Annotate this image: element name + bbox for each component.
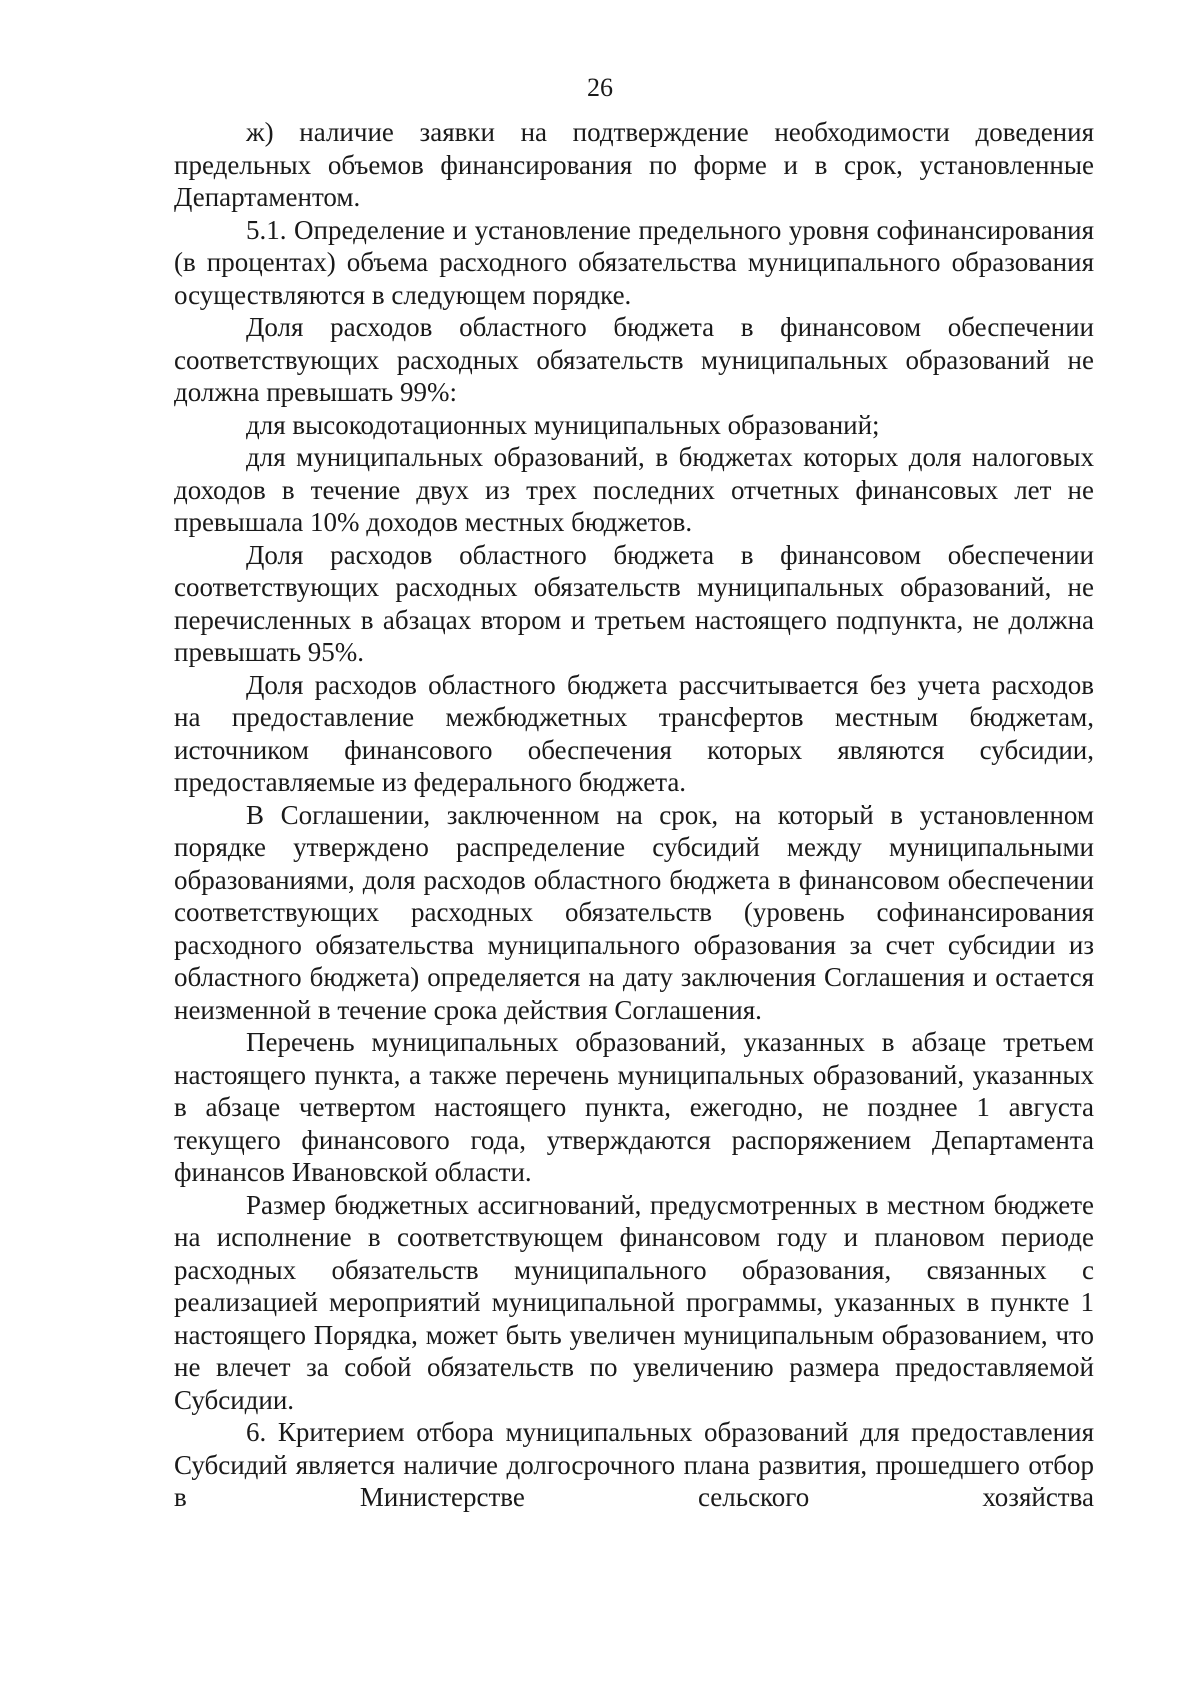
paragraph-budget-increase: Размер бюджетных ассигнований, предусмотренных в местном бюджете на исполнение в соответствующем финансовом году и плановом периоде расходных обязательств муниципального образования, связанных с реализацией мероприятий муниципальной программы, указанных в пункте 1 настоящего Порядка, может быть увеличен муниципальным образованием, что не влечет за собой обязательств по увеличению размера предоставляемой Субсидии. bbox=[174, 1189, 1094, 1415]
paragraph-tax-revenue-10: для муниципальных образований, в бюджетах которых доля налоговых доходов в течение двух из трех последних отчетных финансовых лет не превышала 10% доходов местных бюджетов. bbox=[174, 442, 1094, 537]
document-body bbox=[174, 116, 1094, 1514]
paragraph-5-1-definition: 5.1. Определение и установление предельного уровня софинансирования (в процентах) объема расходного обязательства муниципального образования осуществляются в следующем порядке. bbox=[174, 214, 1094, 310]
paragraph-highly-subsidized: для высокодотационных муниципальных образований; bbox=[246, 409, 880, 440]
paragraph-calculation-basis: Доля расходов областного бюджета рассчитывается без учета расходов на предоставление межбюджетных трансфертов местным бюджетам, источником финансового обеспечения которых являются субсидии, предоставляемые из федерального бюджета. bbox=[174, 669, 1094, 797]
paragraph-agreement: В Соглашении, заключенном на срок, на который в установленном порядке утверждено распределение субсидий между муниципальными образованиями, доля расходов областного бюджета в финансовом обеспечении соответствующих расходных обязательств (уровень софинансирования расходного обязательства муниципального образования за счет субсидии из областного бюджета) определяется на дату заключения Соглашения и остается неизменной в течение срока действия Соглашения. bbox=[174, 799, 1094, 1025]
paragraph-zh-application: ж) наличие заявки на подтверждение необходимости доведения предельных объемов финансирования по форме и в срок, установленные Департаментом. bbox=[174, 117, 1094, 212]
paragraph-6-selection-criterion: 6. Критерием отбора муниципальных образований для предоставления Субсидий является наличие долгосрочного плана развития, прошедшего отбор в Министерстве сельского хозяйства bbox=[174, 1417, 1094, 1512]
paragraph-share-95: Доля расходов областного бюджета в финансовом обеспечении соответствующих расходных обязательств муниципальных образований, не перечисленных в абзацах втором и третьем настоящего подпункта, не должна превышать 95%. bbox=[174, 539, 1094, 667]
page-number: 26 bbox=[587, 73, 613, 102]
paragraph-list-approval: Перечень муниципальных образований, указанных в абзаце третьем настоящего пункта, а также перечень муниципальных образований, указанных в абзаце четвертом настоящего пункта, ежегодно, не позднее 1 августа текущего финансового года, утверждаются распоряжением Департамента финансов Ивановской области. bbox=[174, 1027, 1094, 1187]
paragraph-share-99: Доля расходов областного бюджета в финансовом обеспечении соответствующих расходных обязательств муниципальных образований не должна превышать 99%: bbox=[174, 312, 1094, 407]
